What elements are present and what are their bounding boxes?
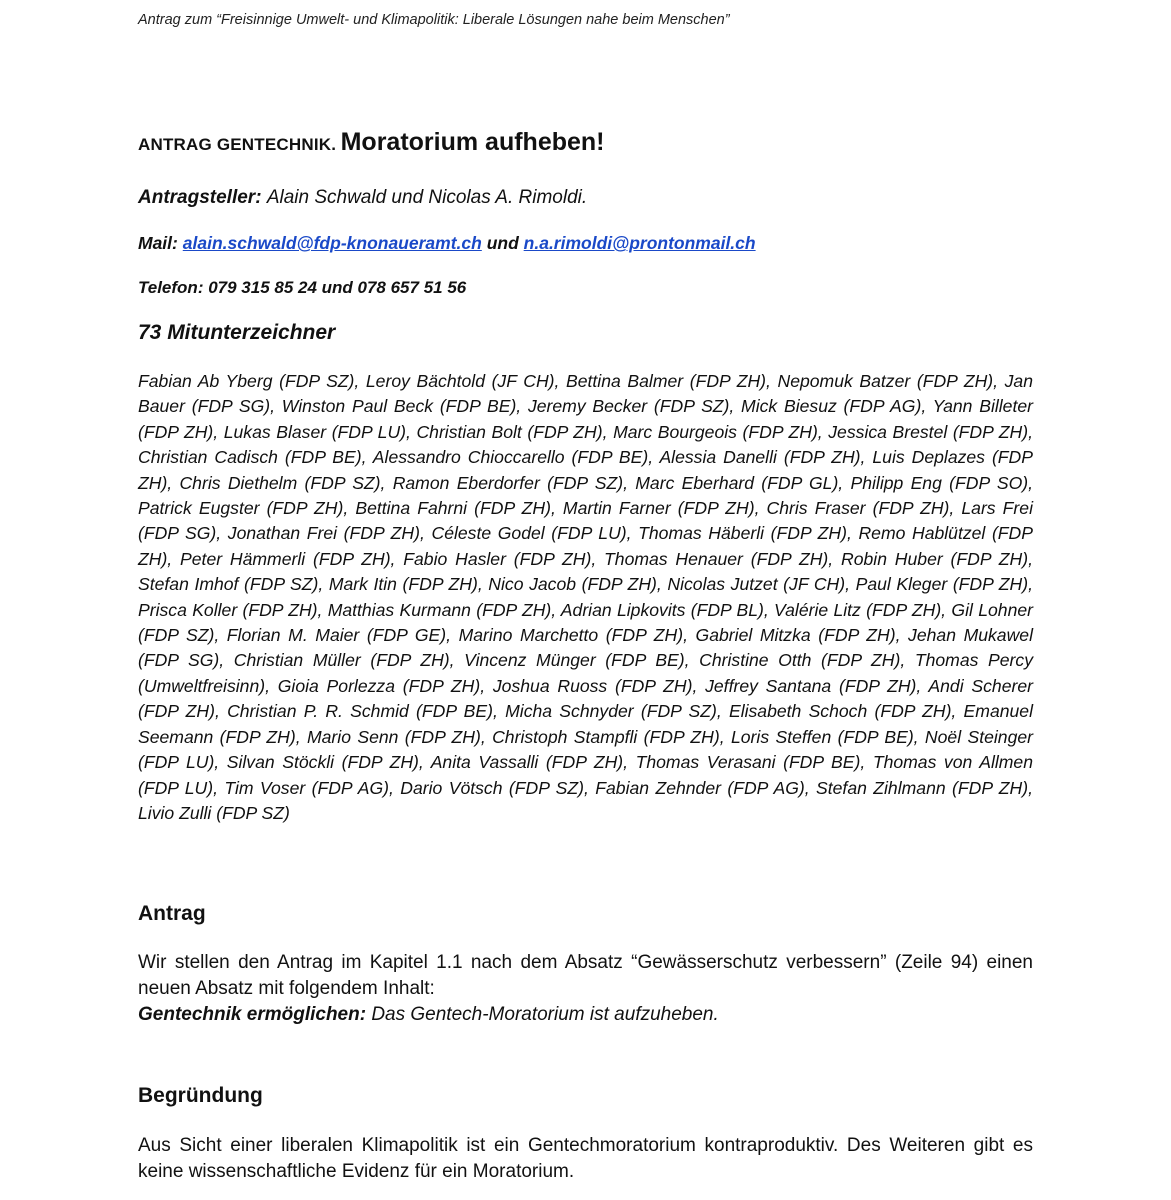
mail-line (138, 233, 756, 254)
antrag-paragraph (138, 950, 1033, 1028)
antrag-body: Wir stellen den Antrag im Kapitel 1.1 nach dem Absatz “Gewässerschutz verbessern” (Zeile 94) einen neuen Absatz mit folgendem Inhalt: (138, 952, 1033, 999)
telefon-line: Telefon: 079 315 85 24 und 078 657 51 56 (138, 278, 467, 297)
title-main: Moratorium aufheben! (340, 128, 605, 156)
mail-label: Mail: (138, 233, 178, 253)
title-prefix: ANTRAG GENTECHNIK. (138, 135, 337, 154)
email-link-schwald[interactable]: alain.schwald@fdp-knonaueramt.ch (182, 233, 482, 253)
email-link-rimoldi[interactable]: n.a.rimoldi@prontonmail.ch (523, 233, 756, 253)
antragsteller-value: Alain Schwald und Nicolas A. Rimoldi. (266, 187, 588, 208)
running-header: Antrag zum “Freisinnige Umwelt- und Klimapolitik: Liberale Lösungen nahe beim Menschen” (138, 12, 730, 28)
antrag-highlight-label: Gentechnik ermöglichen: (138, 1004, 367, 1025)
antragsteller-label: Antragsteller: (138, 187, 262, 208)
mitunterzeichner-heading: 73 Mitunterzeichner (138, 321, 336, 344)
begruendung-heading: Begründung (138, 1084, 263, 1107)
antragsteller-line (138, 187, 587, 209)
mitunterzeichner-list: Fabian Ab Yberg (FDP SZ), Leroy Bächtold (JF CH), Bettina Balmer (FDP ZH), Nepomuk Batzer (FDP ZH), Jan Bauer (FDP SG), Winston Paul Beck (FDP BE), Jeremy Becker (FDP SZ), Mick Biesuz (FDP AG), Yann Billeter (FDP ZH), Lukas Blaser (FDP LU), Christian Bolt (FDP ZH), Marc Bourgeois (FDP ZH), Jessica Brestel (FDP ZH), Christian Cadisch (FDP BE), Alessandro Chioccarello (FDP BE), Alessia Danelli (FDP ZH), Luis Deplazes (FDP ZH), Chris Diethelm (FDP SZ), Ramon Eberdorfer (FDP SZ), Marc Eberhard (FDP GL), Philipp Eng (FDP SO), Patrick Eugster (FDP ZH), Bettina Fahrni (FDP ZH), Martin Farner (FDP ZH), Chris Fraser (FDP ZH), Lars Frei (FDP SG), Jonathan Frei (FDP ZH), Céleste Godel (FDP LU), Thomas Häberli (FDP ZH), Remo Hablützel (FDP ZH), Peter Hämmerli (FDP ZH), Fabio Hasler (FDP ZH), Thomas Henauer (FDP ZH), Robin Huber (FDP ZH), Stefan Imhof (FDP SZ), Mark Itin (FDP ZH), Nico Jacob (FDP ZH), Nicolas Jutzet (JF CH), Paul Kleger (FDP ZH), Prisca Koller (FDP ZH), Matthias Kurmann (FDP ZH), Adrian Lipkovits (FDP BL), Valérie Litz (FDP ZH), Gil Lohner (FDP SZ), Florian M. Maier (FDP GE), Marino Marchetto (FDP ZH), Gabriel Mitzka (FDP ZH), Jehan Mukawel (FDP SG), Christian Müller (FDP ZH), Vincenz Münger (FDP BE), Christine Otth (FDP ZH), Thomas Percy (Umweltfreisinn), Gioia Porlezza (FDP ZH), Joshua Ruoss (FDP ZH), Jeffrey Santana (FDP ZH), Andi Scherer (FDP ZH), Christian P. R. Schmid (FDP BE), Micha Schnyder (FDP SZ), Elisabeth Schoch (FDP ZH), Emanuel Seemann (FDP ZH), Mario Senn (FDP ZH), Christoph Stampfli (FDP ZH), Loris Steffen (FDP BE), Noël Steinger (FDP LU), Silvan Stöckli (FDP ZH), Anita Vassalli (FDP ZH), Thomas Verasani (FDP BE), Thomas von Allmen (FDP LU), Tim Voser (FDP AG), Dario Vötsch (FDP SZ), Fabian Zehnder (FDP AG), Stefan Zihlmann (FDP ZH), Livio Zulli (FDP SZ) (138, 371, 1033, 823)
antrag-heading: Antrag (138, 902, 206, 925)
document-title (138, 128, 605, 157)
begruendung-paragraph: Aus Sicht einer liberalen Klimapolitik ist ein Gentechmoratorium kontraproduktiv. Des Weiteren gibt es keine wissenschaftliche Evidenz für ein Moratorium. (138, 1135, 1033, 1182)
mail-connector: und (486, 233, 519, 253)
antrag-highlight-text: Das Gentech-Moratorium ist aufzuheben. (371, 1004, 719, 1025)
